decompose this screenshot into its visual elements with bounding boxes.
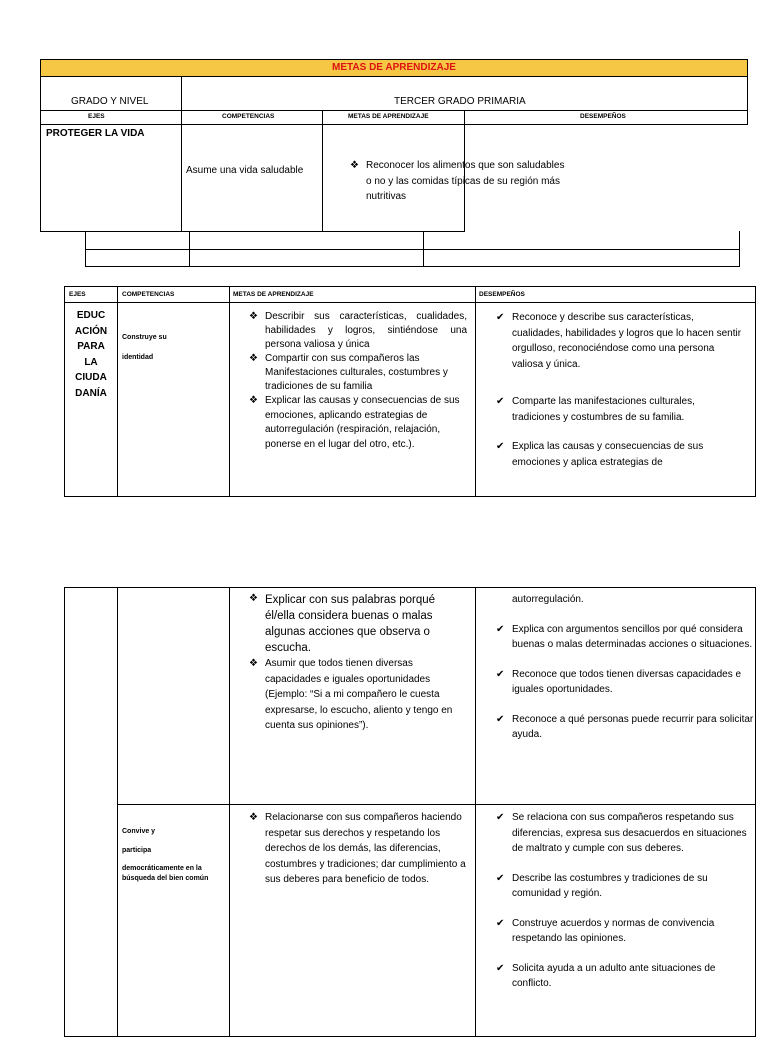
t3-meta-1: ❖ Explicar con sus palabras porqué él/ella considera buenas o malas algunas acciones que observa o escucha. — [249, 592, 464, 656]
t3-comp-line-2: participa — [122, 847, 152, 854]
t3-desempeno-3: ✔ Reconoce a qué personas puede recurrir para solicitar ayuda. — [496, 712, 754, 743]
t2-metas — [249, 310, 467, 452]
t2-desempeno-1: ✔ Reconoce y describe sus características, cualidades, habilidades y logros que lo hacen sentir orgulloso, reconociéndose como una persona valiosa y única. — [496, 310, 744, 372]
t3-desempeno-6: ✔ Construye acuerdos y normas de convivencia respetando las opiniones. — [496, 916, 754, 947]
t2-meta-2: ❖ Compartir con sus compañeros las Manifestaciones culturales, costumbres y tradiciones de su familia — [249, 352, 467, 394]
t1-header-desempenos: DESEMPEÑOS — [580, 113, 626, 120]
t2-eje: EDUC ACIÓN PARA LA CIUDA DANÍA — [74, 310, 108, 399]
t3-desempeno-2: ✔ Reconoce que todos tienen diversas capacidades e iguales oportunidades. — [496, 667, 754, 698]
t3-comp-line-1: Convive y — [122, 828, 156, 835]
table-1 — [0, 0, 768, 270]
t3-comp-line-3: democráticamente en la búsqueda del bien común — [122, 865, 209, 883]
t2-header-metas: METAS DE APRENDIZAJE — [233, 291, 314, 298]
t1-meta: ❖ Reconocer los alimentos que son saludables o no y las comidas típicas de su región más nutritivas — [350, 158, 566, 205]
t2-header-desempenos: DESEMPEÑOS — [479, 291, 525, 298]
t1-eje: PROTEGER LA VIDA — [46, 128, 145, 139]
t2-meta-1: ❖ Describir sus características, cualidades, habilidades y logros, sintiéndose una persona valiosa y única — [249, 310, 467, 352]
t3-meta-3: ❖ Relacionarse con sus compañeros haciendo respetar sus derechos y respetando los derechos de los demás, las diferencias, costumbres y tradiciones; dar cumplimiento a sus deberes para beneficio de todos. — [249, 810, 467, 888]
t3-meta-2: ❖ Asumir que todos tienen diversas capacidades e iguales oportunidades (Ejemplo: “Si a mi compañero le cuesta expresarse, lo escucho, aliento y tengo en cuenta sus opiniones”). — [249, 656, 464, 734]
t1-grado-value: TERCER GRADO PRIMARIA — [394, 96, 526, 107]
t3-row2-competencia — [122, 828, 226, 884]
t3-row2-desempenos — [496, 810, 754, 992]
t2-meta-3: ❖ Explicar las causas y consecuencias de sus emociones, aplicando estrategias de autorregulación (respiración, relajación, ponerse en el lugar del otro, etc.). — [249, 394, 467, 452]
t2-competencia: Construye su identidad — [122, 334, 167, 361]
t1-title-bar — [40, 59, 748, 77]
t2-desempenos — [496, 310, 744, 470]
t1-grado-value-cell — [181, 76, 748, 111]
t1-header-competencias: COMPETENCIAS — [222, 113, 275, 120]
t2-header-competencias: COMPETENCIAS — [122, 291, 175, 298]
t3-row1-desempenos — [496, 592, 754, 743]
t1-grado-label: GRADO Y NIVEL — [71, 96, 149, 107]
t3-desempeno-7: ✔ Solicita ayuda a un adulto ante situaciones de conflicto. — [496, 961, 754, 992]
t1-title: METAS DE APRENDIZAJE — [332, 62, 456, 73]
t3-row1-metas — [249, 592, 464, 734]
t2-header-ejes: EJES — [69, 291, 86, 298]
t1-grado-label-cell — [40, 76, 182, 111]
t3-desempeno-1: ✔ Explica con argumentos sencillos por qué considera buenas o malas determinadas acciones o situaciones. — [496, 622, 754, 653]
t3-desempeno-4: ✔ Se relaciona con sus compañeros respetando sus diferencias, expresa sus desacuerdos en situaciones de maltrato y cumple con sus deberes. — [496, 810, 754, 857]
t1-header-metas: METAS DE APRENDIZAJE — [348, 113, 429, 120]
t2-desempeno-2: ✔ Comparte las manifestaciones culturales, tradiciones y costumbres de su familia. — [496, 394, 744, 425]
t1-header-ejes: EJES — [88, 113, 105, 120]
t3-row2-metas — [249, 810, 467, 888]
t3-cont: autorregulación. — [512, 594, 584, 605]
t1-competencia: Asume una vida saludable — [186, 165, 304, 176]
t2-desempeno-3: ✔ Explica las causas y consecuencias de sus emociones y aplica estrategias de — [496, 439, 744, 470]
t3-desempeno-5: ✔ Describe las costumbres y tradiciones de su comunidad y región. — [496, 871, 754, 902]
